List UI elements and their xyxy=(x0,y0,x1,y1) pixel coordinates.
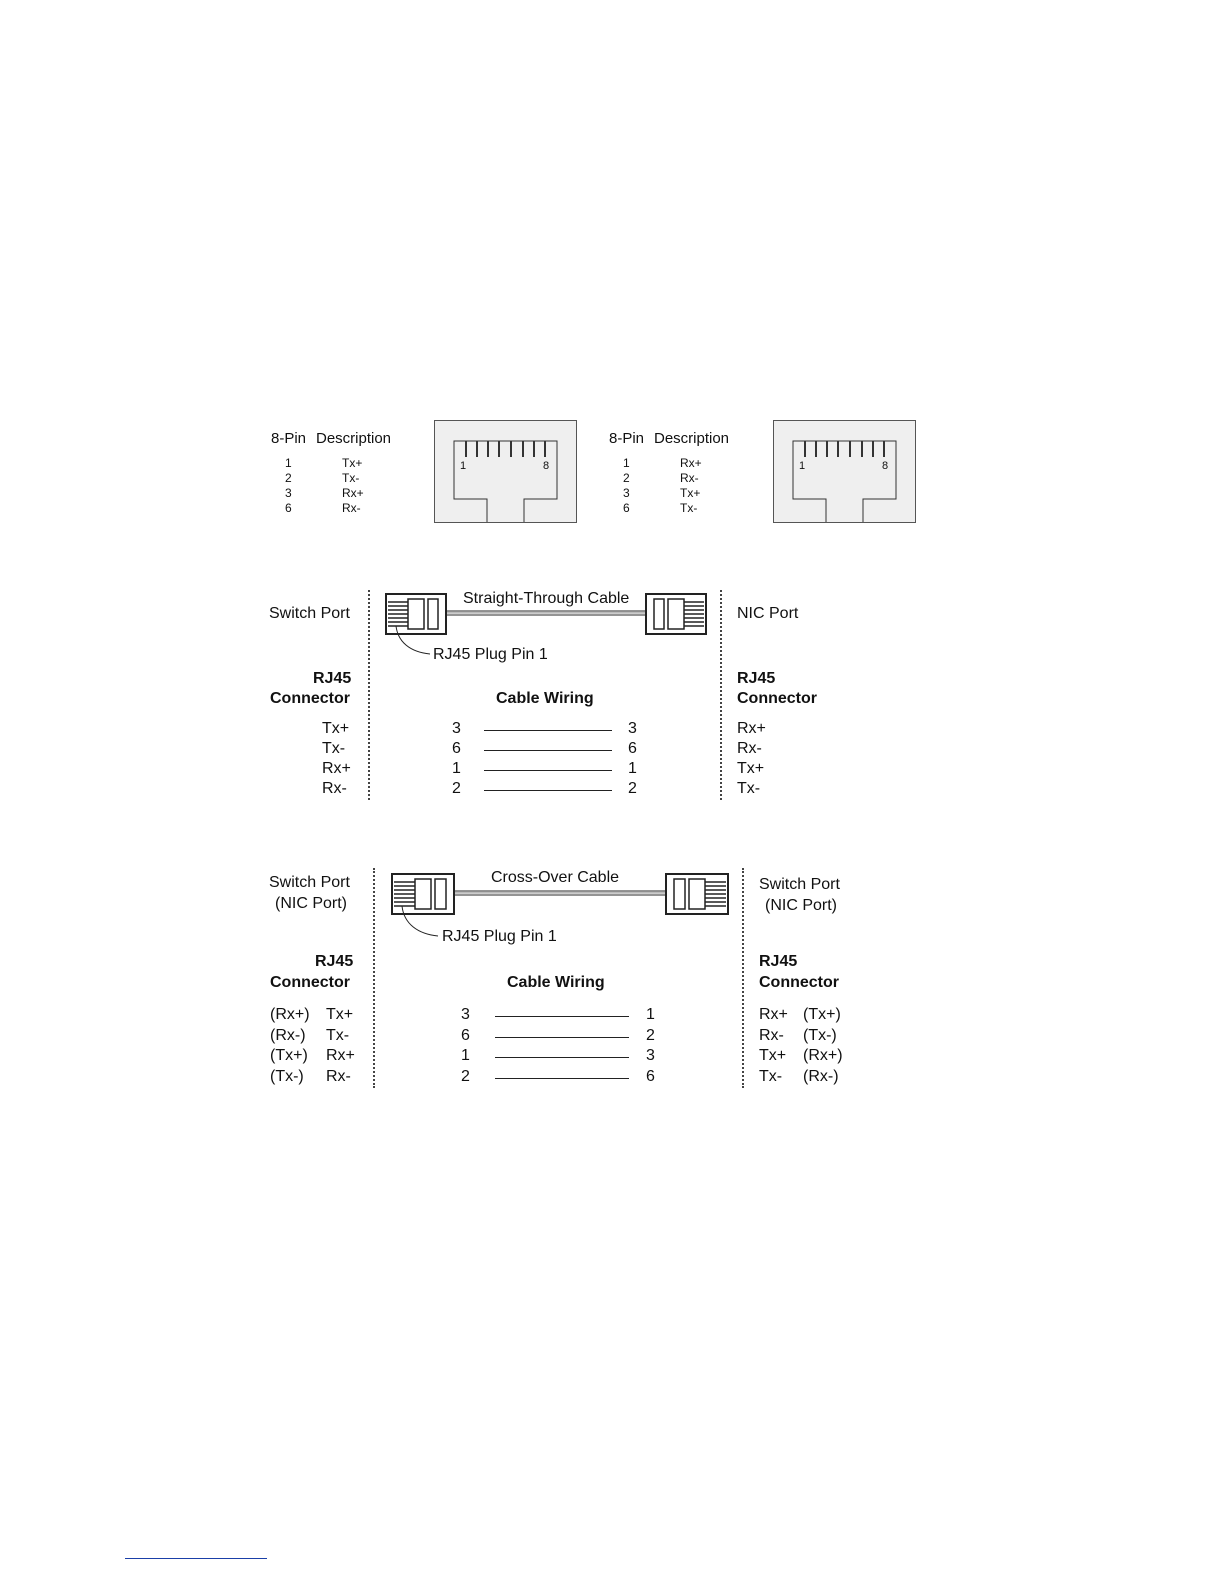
left-pin: 3 xyxy=(452,720,461,737)
left-alt-signal: (Tx+) xyxy=(270,1047,308,1064)
pin-header: 8-Pin xyxy=(271,430,307,447)
left-divider xyxy=(368,590,370,800)
right-pin: 2 xyxy=(628,780,637,797)
rj45-jack-diagram-2 xyxy=(773,420,916,523)
right-signal: Tx- xyxy=(737,780,761,797)
pin-description: Rx- xyxy=(680,471,699,485)
right-rj45-label: RJ45 xyxy=(737,670,776,687)
right-port-sublabel: (NIC Port) xyxy=(765,897,837,914)
pin-number: 3 xyxy=(623,486,630,500)
right-pin: 1 xyxy=(646,1006,655,1023)
left-alt-signal: (Tx-) xyxy=(270,1068,304,1085)
right-signal: Rx- xyxy=(737,740,762,757)
pin-description: Rx- xyxy=(342,501,361,515)
left-signal: Tx- xyxy=(326,1027,350,1044)
right-rj45-label: RJ45 xyxy=(759,953,798,970)
right-alt-signal: (Tx+) xyxy=(803,1006,841,1023)
left-pin: 2 xyxy=(452,780,461,797)
left-pin: 1 xyxy=(461,1047,470,1064)
left-port-label: Switch Port xyxy=(269,874,350,891)
pin-number: 1 xyxy=(285,456,292,470)
pin-number: 2 xyxy=(623,471,630,485)
description-header: Description xyxy=(316,430,392,447)
pin-description: Tx+ xyxy=(342,456,363,470)
right-pin: 3 xyxy=(646,1047,655,1064)
right-pin: 1 xyxy=(628,760,637,777)
right-pin: 2 xyxy=(646,1027,655,1044)
wire-line xyxy=(495,1016,629,1017)
left-rj45-label: RJ45 xyxy=(313,670,352,687)
wire-line xyxy=(495,1078,629,1079)
jack-pin-8-label: 8 xyxy=(543,460,550,472)
right-signal: Tx+ xyxy=(737,760,765,777)
cable-plug-illustration xyxy=(384,590,708,638)
rj45-jack-outline xyxy=(774,421,915,522)
description-header: Description xyxy=(654,430,730,447)
left-pin: 6 xyxy=(461,1027,470,1044)
right-pin: 6 xyxy=(646,1068,655,1085)
cable-label: Cross-Over Cable xyxy=(491,869,620,886)
pin-number: 2 xyxy=(285,471,292,485)
pin-description: Tx+ xyxy=(680,486,701,500)
left-alt-signal: (Rx+) xyxy=(270,1006,310,1023)
left-signal: Rx+ xyxy=(326,1047,355,1064)
left-pin: 6 xyxy=(452,740,461,757)
pin-description: Tx- xyxy=(680,501,698,515)
cable-wiring-title: Cable Wiring xyxy=(496,690,594,707)
right-signal: Rx- xyxy=(759,1027,784,1044)
left-rj45-label: RJ45 xyxy=(315,953,354,970)
left-pin: 2 xyxy=(461,1068,470,1085)
pin-number: 6 xyxy=(285,501,292,515)
left-connector-label: Connector xyxy=(270,690,350,707)
right-signal: Rx+ xyxy=(759,1006,788,1023)
pin-header: 8-Pin xyxy=(609,430,645,447)
left-signal: Tx+ xyxy=(326,1006,354,1023)
right-alt-signal: (Rx+) xyxy=(803,1047,843,1064)
left-pin: 3 xyxy=(461,1006,470,1023)
left-signal: Tx+ xyxy=(322,720,350,737)
footnote-separator xyxy=(125,1558,267,1559)
left-port-sublabel: (NIC Port) xyxy=(275,895,347,912)
pin-description: Rx+ xyxy=(680,456,702,470)
left-alt-signal: (Rx-) xyxy=(270,1027,306,1044)
pin-number: 3 xyxy=(285,486,292,500)
left-port-label: Switch Port xyxy=(269,605,350,622)
right-port-label: NIC Port xyxy=(737,605,799,622)
pin-description: Rx+ xyxy=(342,486,364,500)
jack-pin-1-label: 1 xyxy=(460,460,467,472)
right-connector-label: Connector xyxy=(759,974,839,991)
wire-line xyxy=(484,770,612,771)
cable-plug-illustration xyxy=(390,870,730,918)
plug-pin-label: RJ45 Plug Pin 1 xyxy=(433,646,548,663)
left-signal: Rx- xyxy=(322,780,347,797)
rj45-jack-outline xyxy=(435,421,576,522)
right-signal: Tx+ xyxy=(759,1047,787,1064)
wire-line xyxy=(484,750,612,751)
left-signal: Rx- xyxy=(326,1068,351,1085)
wire-line xyxy=(484,730,612,731)
pin-number: 6 xyxy=(623,501,630,515)
jack-pin-8-label: 8 xyxy=(882,460,889,472)
wire-line xyxy=(495,1057,629,1058)
right-signal: Tx- xyxy=(759,1068,783,1085)
left-pin: 1 xyxy=(452,760,461,777)
plug-pin-label: RJ45 Plug Pin 1 xyxy=(442,928,557,945)
pin-description: Tx- xyxy=(342,471,360,485)
left-connector-label: Connector xyxy=(270,974,350,991)
right-connector-label: Connector xyxy=(737,690,817,707)
cable-label: Straight-Through Cable xyxy=(463,590,630,607)
pin-number: 1 xyxy=(623,456,630,470)
jack-pin-1-label: 1 xyxy=(799,460,806,472)
right-pin: 6 xyxy=(628,740,637,757)
right-divider xyxy=(742,868,744,1088)
right-pin: 3 xyxy=(628,720,637,737)
wire-line xyxy=(484,790,612,791)
rj45-jack-diagram-1 xyxy=(434,420,577,523)
left-signal: Rx+ xyxy=(322,760,351,777)
right-signal: Rx+ xyxy=(737,720,766,737)
left-divider xyxy=(373,868,375,1088)
right-alt-signal: (Tx-) xyxy=(803,1027,837,1044)
left-signal: Tx- xyxy=(322,740,346,757)
right-alt-signal: (Rx-) xyxy=(803,1068,839,1085)
wire-line xyxy=(495,1037,629,1038)
right-divider xyxy=(720,590,722,800)
cable-wiring-title: Cable Wiring xyxy=(507,974,605,991)
right-port-label: Switch Port xyxy=(759,876,840,893)
